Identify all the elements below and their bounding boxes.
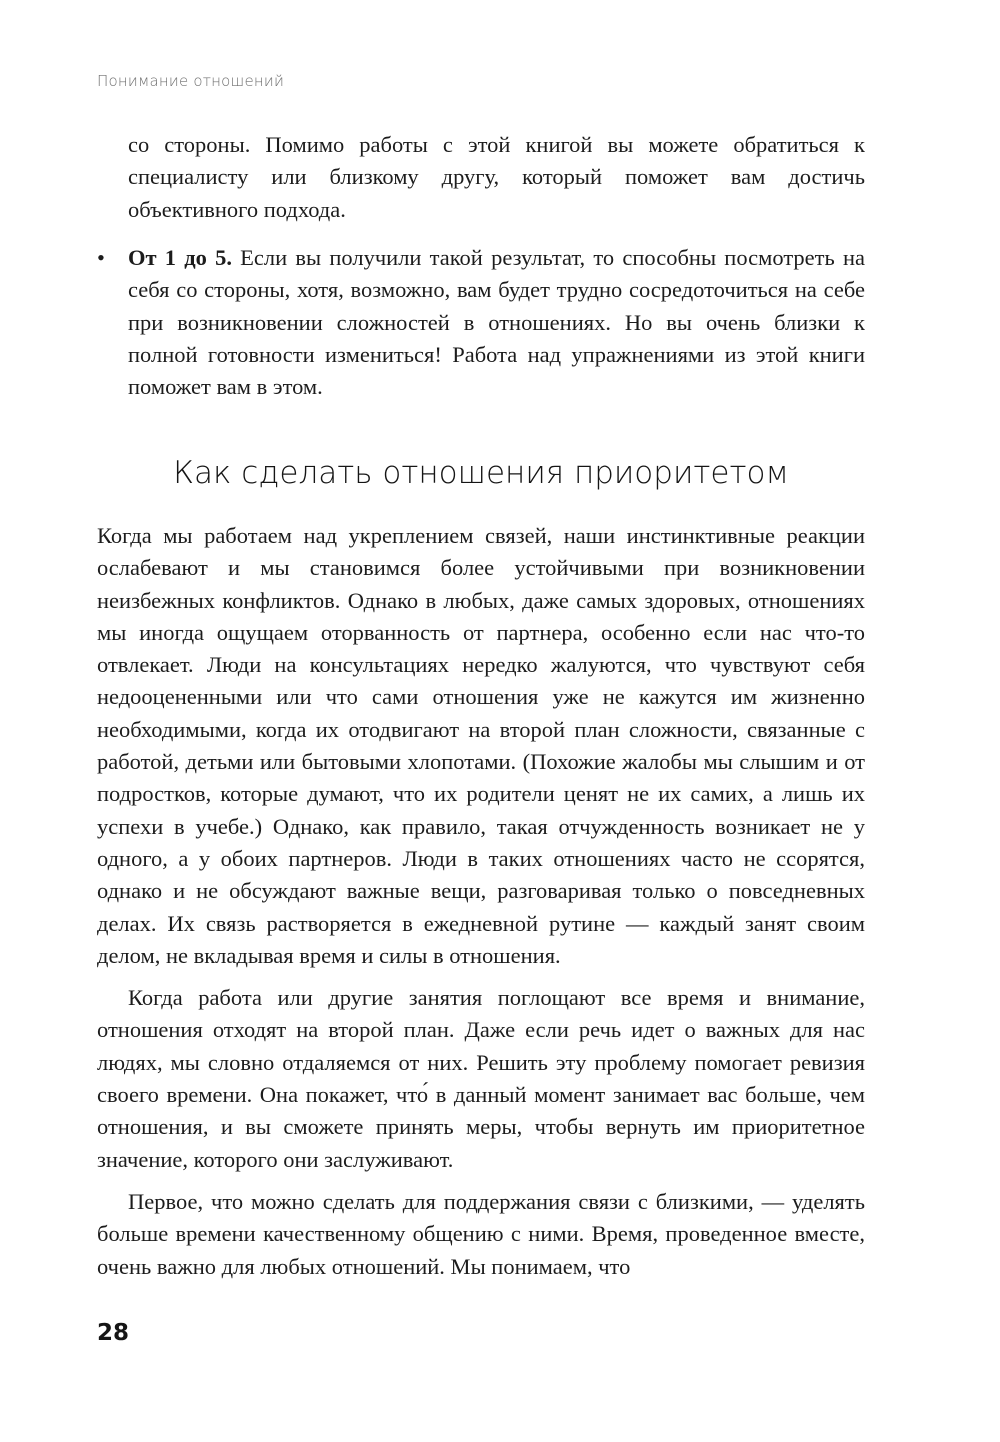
bullet-marker: • [97,245,105,270]
continuation-paragraph: со стороны. Помимо работы с этой книгой вы можете обратиться к специалисту или близкому другу, который поможет вам достичь объективного подхода. [128,132,865,222]
bullet-body: Если вы получили такой результат, то способны посмотреть на себя со стороны, хотя, возможно, вам будет трудно сосредоточиться на себе при возникновении сложностей в отношениях. Но вы очень близки к полной готовности измениться! Работа над упражнениями из этой книги поможет вам в этом. [128,245,865,400]
body-paragraph: Когда работа или другие занятия поглощают все время и внимание, отношения отходят на второй план. Даже если речь идет о важных для нас людях, мы словно отдаляемся от них. Решить эту проблему помогает ревизия своего времени. Она покажет, что́ в данный момент занимает вас больше, чем отношения, и вы сможете принять меры, чтобы вернуть им приоритетное значение, которого они заслуживают. [97,985,865,1172]
section-heading: Как сделать отношения приоритетом [173,455,789,491]
bullet-label: От 1 до 5. [128,245,232,270]
body-paragraph: Первое, что можно сделать для поддержания связи с близкими, — уделять больше времени качественному общению с ними. Время, проведенное вместе, очень важно для любых отношений. Мы понимаем, что [97,1188,865,1279]
bullet-paragraph [128,242,865,403]
running-header: Понимание отношений [97,72,285,90]
page-number: 28 [97,1320,130,1346]
bullet-list-item [97,242,865,403]
main-text [97,520,865,1293]
body-paragraph: Когда мы работаем над укреплением связей, наши инстинктивные реакции ослабевают и мы становимся более устойчивыми при возникновении неизбежных конфликтов. Однако в любых, даже самых здоровых, отношениях мы иногда ощущаем оторванность от партнера, особенно если нас что-то отвлекает. Люди на консультациях нередко жалуются, что чувствуют себя недооцененными или что сами отношения уже не кажутся им жизненно необходимыми, когда их отодвигают на второй план сложности, связанные с работой, детьми или бытовыми хлопотами. (Похожие жалобы мы слышим и от подростков, которые думают, что их родители ценят не их самих, а лишь их успехи в учебе.) Однако, как правило, такая отчужденность возникает не у одного, а у обоих партнеров. Люди в таких отношениях часто не ссорятся, однако и не обсуждают важные вещи, разговаривая только о повседневных делах. Их связь растворяется в ежедневной рутине — каждый занят своим делом, не вкладывая время и силы в отношения. [97,523,865,968]
